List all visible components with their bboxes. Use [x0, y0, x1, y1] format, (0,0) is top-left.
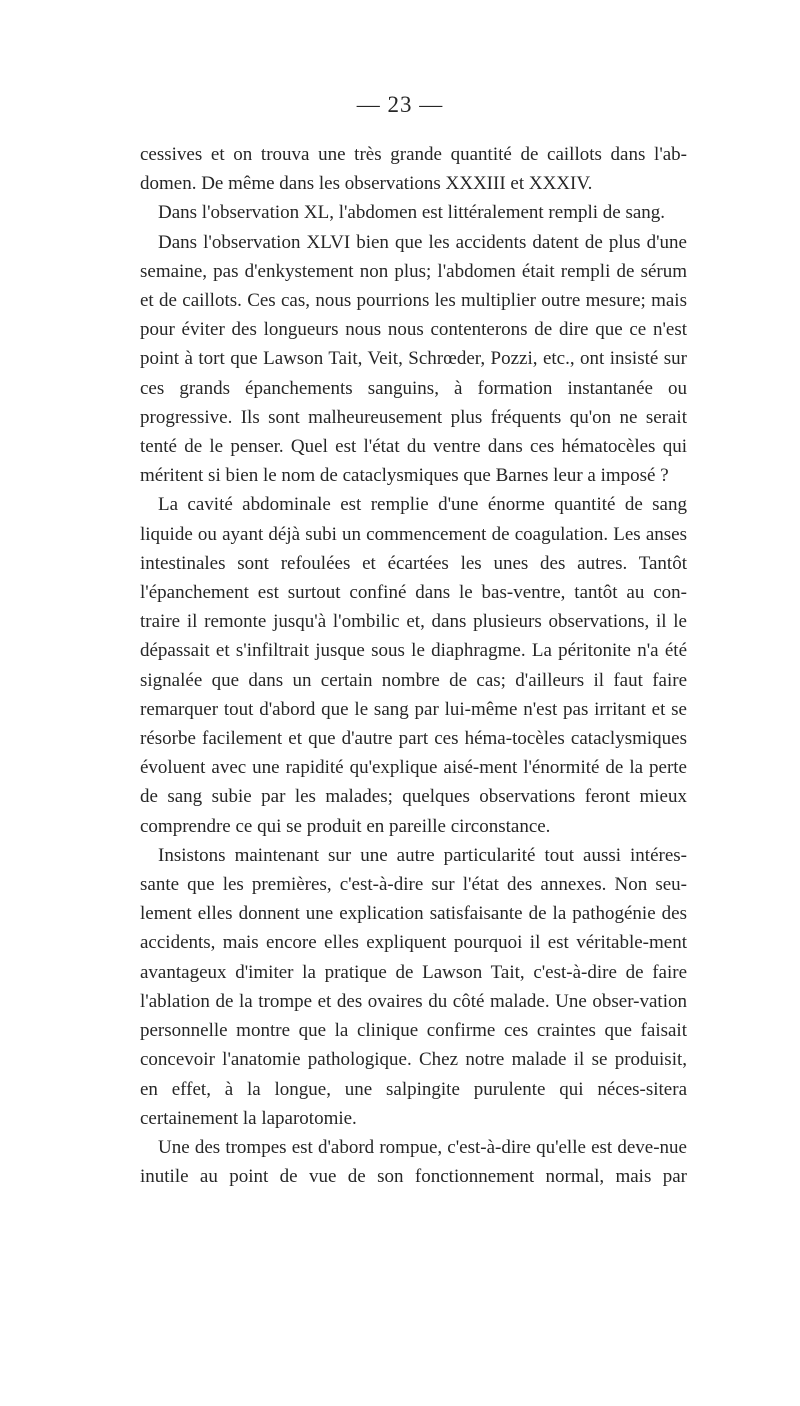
paragraph-annexes: Insistons maintenant sur une autre particularité tout aussi intéres-sante que les premières, c'est-à-dire sur l'état des annexes. Non seu-lement elles donnent une explication satisfaisante de la pathogénie des accidents, mais encore elles expliquent pourquoi il est véritable-ment avantageux d'imiter la pratique de Lawson Tait, c'est-à-dire de faire l'ablation de la trompe et des ovaires du côté malade. Une obser-vation personnelle montre que la clinique confirme ces craintes que faisait concevoir l'anatomie pathologique. Chez notre malade il se produisit, en effet, à la longue, une salpingite purulente qui néces-sitera certainement la laparotomie.: [140, 844, 687, 1129]
paragraph-trompes: Une des trompes est d'abord rompue, c'est-à-dire qu'elle est deve-nue inutile au point de vue de son fonctionnement normal, mais par: [140, 1136, 687, 1188]
paragraph-continuation: cessives et on trouva une très grande quantité de caillots dans l'ab-domen. De même dans les observations XXXIII et XXXIV.: [140, 144, 687, 195]
paragraph-abdominal-cavity: La cavité abdominale est remplie d'une énorme quantité de sang liquide ou ayant déjà subi un commencement de coagulation. Les anses intestinales sont refoulées et écartées les unes des autres. Tantôt l'épanchement est surtout confiné dans le bas-ventre, tantôt au con-traire il remonte jusqu'à l'ombilic et, dans plusieurs observations, il le dépassait et s'infiltrait jusque sous le diaphragme. La péritonite n'a été signalée que dans un certain nombre de cas; d'ailleurs il faut faire remarquer tout d'abord que le sang par lui-même n'est pas irritant et se résorbe facilement et que d'autre part ces héma-tocèles cataclysmiques évoluent avec une rapidité qu'explique aisé-ment l'énormité de la perte de sang subie par les malades; quelques observations feront mieux comprendre ce qui se produit en pareille circonstance.: [140, 494, 687, 837]
body-text: [140, 140, 687, 1191]
page-number: — 23 —: [356, 92, 444, 117]
paragraph-observation-xlvi: Dans l'observation XLVI bien que les accidents datent de plus d'une semaine, pas d'enkystement non plus; l'abdomen était rempli de sérum et de caillots. Ces cas, nous pourrions les multiplier outre mesure; mais pour éviter des longueurs nous nous contenterons de dire que ce n'est point à tort que Lawson Tait, Veit, Schrœder, Pozzi, etc., ont insisté sur ces grands épanchements sanguins, à formation instantanée ou progressive. Ils sont malheureusement plus fréquents qu'on ne serait tenté de le penser. Quel est l'état du ventre dans ces hématocèles qui méritent si bien le nom de cataclysmiques que Barnes leur a imposé ?: [140, 231, 687, 487]
paragraph-observation-xl: Dans l'observation XL, l'abdomen est littéralement rempli de sang.: [158, 202, 666, 224]
